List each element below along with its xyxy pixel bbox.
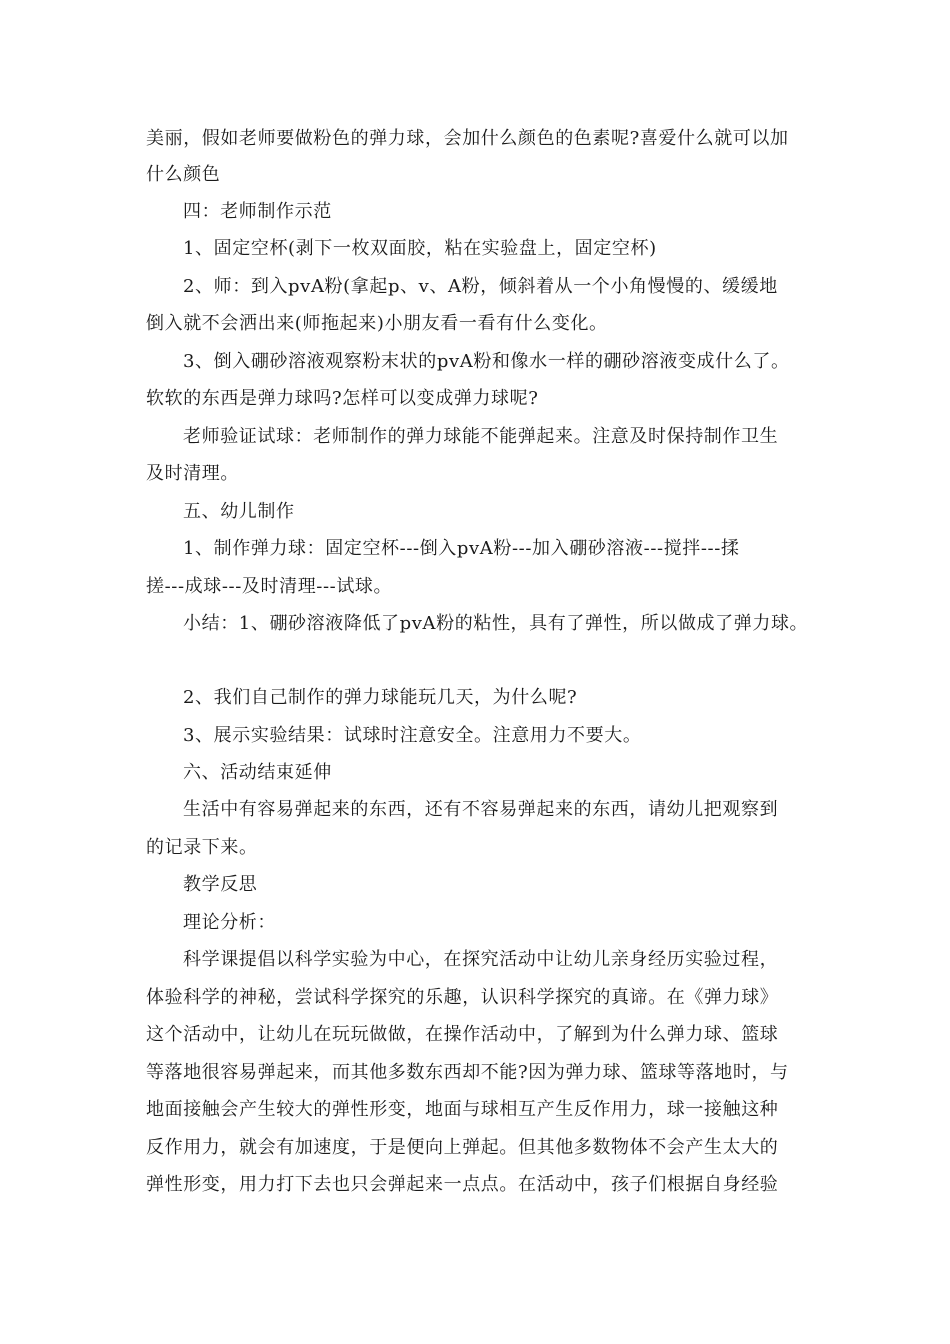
text-line: 什么颜色 <box>146 164 221 185</box>
text-line: 美丽，假如老师要做粉色的弹力球，会加什么颜色的色素呢?喜爱什么就可以加 <box>146 128 789 149</box>
text-line: 软软的东西是弹力球吗?怎样可以变成弹力球呢? <box>146 388 539 409</box>
text-line: 弹性形变，用力打下去也只会弹起来一点点。在活动中，孩子们根据自身经验 <box>146 1174 779 1195</box>
text-line: 的记录下来。 <box>146 837 258 858</box>
text-line: 小结：1、硼砂溶液降低了pvA粉的粘性，具有了弹性，所以做成了弹力球。 <box>183 613 809 634</box>
text-line: 这个活动中，让幼儿在玩玩做做，在操作活动中，了解到为什么弹力球、篮球 <box>146 1024 779 1045</box>
section-heading: 四：老师制作示范 <box>183 201 332 222</box>
text-line: 老师验证试球：老师制作的弹力球能不能弹起来。注意及时保持制作卫生 <box>183 426 779 447</box>
text-line: 2、师：到入pvA粉(拿起p、v、A粉，倾斜着从一个小角慢慢的、缓缓地 <box>183 276 778 297</box>
text-line: 体验科学的神秘，尝试科学探究的乐趣，认识科学探究的真谛。在《弹力球》 <box>146 987 779 1008</box>
text-line: 等落地很容易弹起来，而其他多数东西却不能?因为弹力球、篮球等落地时，与 <box>146 1062 789 1083</box>
text-line: 理论分析： <box>183 912 276 933</box>
text-line: 1、制作弹力球：固定空杯---倒入pvA粉---加入硼砂溶液---搅拌---揉 <box>183 538 740 559</box>
section-heading: 教学反思 <box>183 874 258 895</box>
text-line: 科学课提倡以科学实验为中心，在探究活动中让幼儿亲身经历实验过程， <box>183 949 779 970</box>
text-line: 2、我们自己制作的弹力球能玩几天，为什么呢? <box>183 687 578 708</box>
text-line: 1、固定空杯(剥下一枚双面胶，粘在实验盘上，固定空杯) <box>183 238 657 259</box>
text-line: 搓---成球---及时清理---试球。 <box>146 576 393 597</box>
section-heading: 六、活动结束延伸 <box>183 762 332 783</box>
section-heading: 五、幼儿制作 <box>183 501 295 522</box>
text-line: 倒入就不会洒出来(师拖起来)小朋友看一看有什么变化。 <box>146 313 608 334</box>
text-line: 3、倒入硼砂溶液观察粉末状的pvA粉和像水一样的硼砂溶液变成什么了。 <box>183 351 790 372</box>
text-line: 3、展示实验结果：试球时注意安全。注意用力不要大。 <box>183 725 642 746</box>
text-line: 地面接触会产生较大的弹性形变，地面与球相互产生反作用力，球一接触这种 <box>146 1099 779 1120</box>
text-line: 反作用力，就会有加速度，于是便向上弹起。但其他多数物体不会产生太大的 <box>146 1137 779 1158</box>
text-line: 生活中有容易弹起来的东西，还有不容易弹起来的东西，请幼儿把观察到 <box>183 799 779 820</box>
text-line: 及时清理。 <box>146 463 239 484</box>
